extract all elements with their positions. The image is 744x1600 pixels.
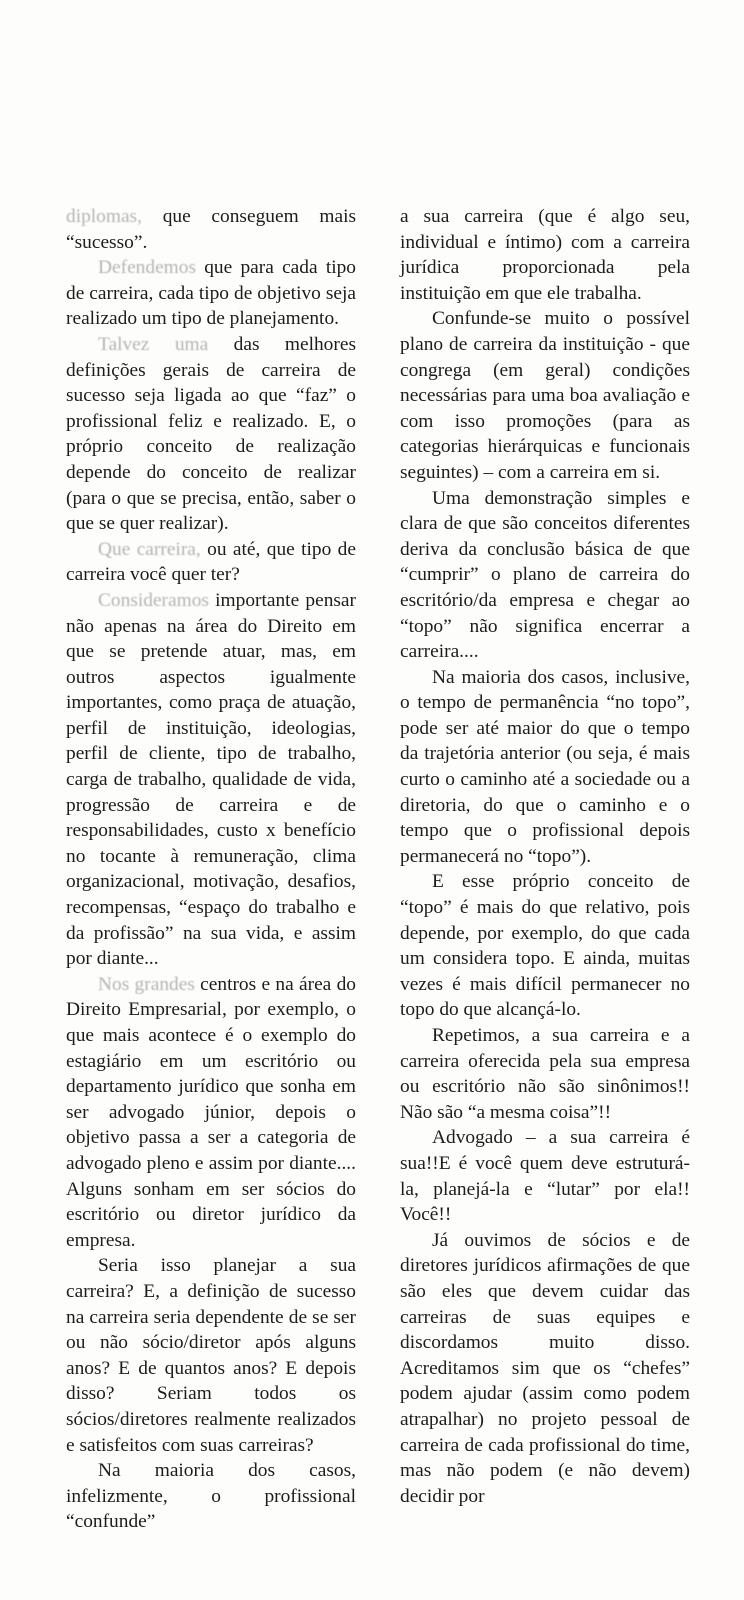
paragraph [400,486,690,665]
paragraph [66,204,356,255]
paragraph-text: Confunde-se muito o possível plano de carreira da instituição - que congrega (em geral) condições necessárias para uma boa avaliação e com isso promoções (para as categorias hierárquicas e funcionais seguintes) – com a carreira em si. [400,308,690,483]
faded-text: Que carreira, [98,538,208,560]
paragraph [400,1228,690,1510]
paragraph [400,869,690,1023]
faded-text: Defendemos [98,257,205,279]
paragraph [400,1125,690,1227]
paragraph-text: que conseguem mais “sucesso”. [66,206,357,253]
paragraph [400,204,690,306]
paragraph-text: Uma demonstração simples e clara de que são conceitos diferentes deriva da conclusão básica de que “cumprir” o plano de carreira do escritório/da empresa e chegar ao “topo” não significa encerrar a carreira.... [400,487,690,663]
paragraph-text: Já ouvimos de sócios e de diretores jurídicos afirmações de que são eles que devem cuidar das carreiras de suas equipes e discordamos muito disso. Acreditamos sim que os “chefes” podem ajudar (assim como podem atrapalhar) no projeto pessoal de carreira de cada profissional do time, mas não podem (e não devem) decidir por [400,1229,690,1507]
faded-text: diplomas, [66,206,163,227]
paragraph-text: importante pensar não apenas na área do Direito em que se pretende atuar, mas, em outros aspectos igualmente importantes, como praça de atuação, perfil de instituição, ideologias, perfil de cliente, tipo de trabalho, carga de trabalho, qualidade de vida, progressão de carreira e de responsabilidades, custo x benefício no tocante à remuneração, clima organizacional, motivação, desafios, recompensas, “espaço do trabalho e da profissão” na sua vida, e assim por diante... [66,589,356,970]
paragraph-text: Na maioria dos casos, infelizmente, o profissional “confunde” [66,1460,356,1533]
paragraph [66,588,356,972]
left-text-column [66,204,356,1535]
paragraph-text: que para cada tipo de carreira, cada tipo de objetivo seja realizado um tipo de planejamento. [66,257,356,330]
paragraph-text: Na maioria dos casos, inclusive, o tempo de permanência “no topo”, pode ser até maior do que o tempo da trajetória anterior (ou seja, é mais curto o caminho até a sociedade ou a diretoria, do que o caminho e o tempo que o profissional depois permanecerá no “topo”). [400,666,690,867]
paragraph-text: Advogado – a sua carreira é sua!!E é você quem deve estruturá-la, planejá-la e “lutar” por ela!! Você!! [400,1127,690,1226]
paragraph [400,665,690,870]
paragraph-text: centros e na área do Direito Empresarial, por exemplo, o que mais acontece é o exemplo do estagiário em um escritório ou departamento jurídico que sonha em ser advogado júnior, depois o objetivo passa a ser a categoria de advogado pleno e assim por diante.... Alguns sonham em ser sócios do escritório ou diretor jurídico da empresa. [66,973,356,1251]
paragraph [400,306,690,485]
paragraph [66,1253,356,1458]
paragraph [66,332,356,537]
paragraph [66,537,356,588]
paragraph-text: a sua carreira (que é algo seu, individual e íntimo) com a carreira jurídica proporcionada pela instituição em que ele trabalha. [400,206,690,304]
paragraph-text: E esse próprio conceito de “topo” é mais do que relativo, pois depende, por exemplo, do que cada um considera topo. E ainda, muitas vezes é mais difícil permanecer no topo do que alcançá-lo. [400,871,690,1021]
paragraph-text: Seria isso planejar a sua carreira? E, a definição de sucesso na carreira seria dependente de se ser ou não sócio/diretor após alguns anos? E de quantos anos? E depois disso? Seriam todos os sócios/diretores realmente realizados e satisfeitos com suas carreiras? [66,1255,356,1456]
faded-text: Nos grandes [98,973,201,995]
paragraph-text: das melhores definições gerais de carreira de sucesso seja ligada ao que “faz” o profissional feliz e realizado. E, o próprio conceito de realização depende do conceito de realizar (para o que se precisa, então, saber o que se quer realizar). [66,333,356,535]
paragraph-text: Repetimos, a sua carreira e a carreira oferecida pela sua empresa ou escritório não são sinônimos!! Não são “a mesma coisa”!! [400,1025,690,1123]
faded-text: Talvez uma [98,333,234,355]
right-text-column [400,204,690,1509]
paragraph [400,1023,690,1125]
paragraph [66,255,356,332]
paragraph-text: ou até, que tipo de carreira você quer ter? [66,538,356,586]
paragraph [66,1458,356,1535]
faded-text: Consideramos [98,589,216,611]
paragraph [66,972,356,1254]
